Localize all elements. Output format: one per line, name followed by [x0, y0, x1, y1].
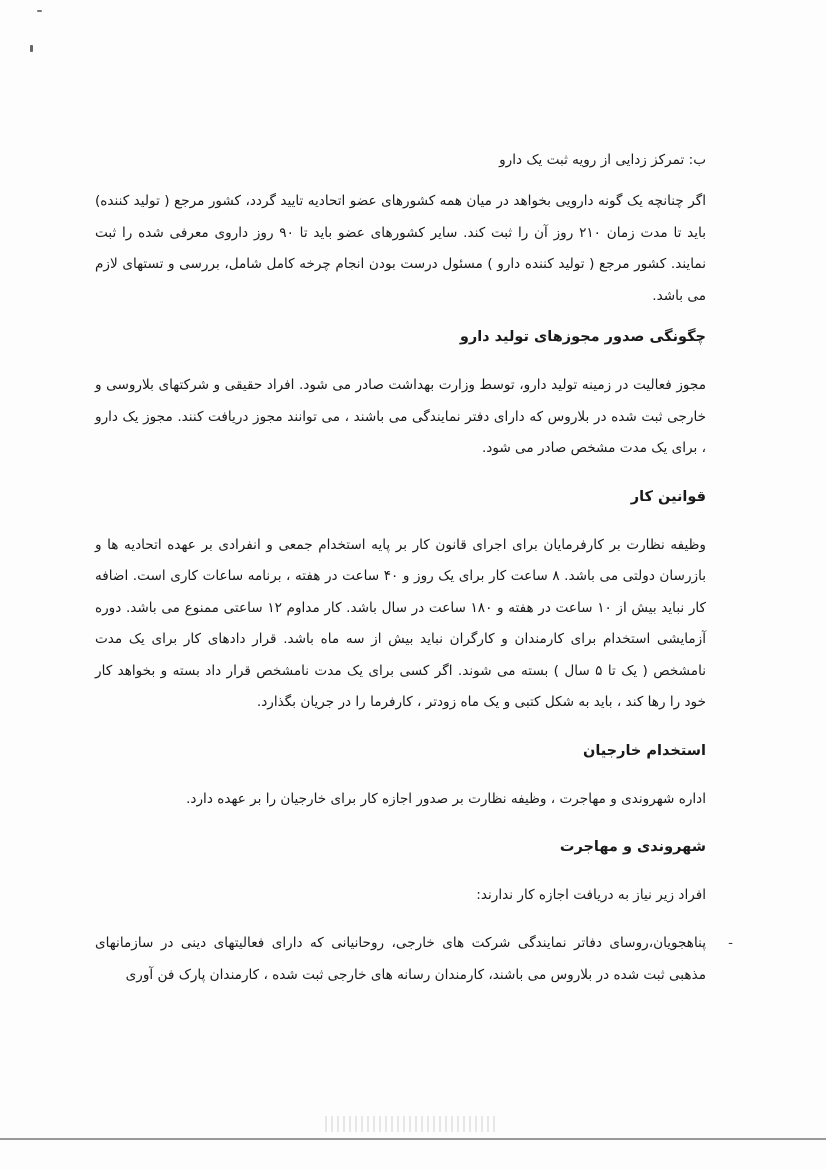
- scan-speck: [37, 10, 42, 12]
- foreign-employment-paragraph: اداره شهروندی و مهاجرت ، وظیفه نظارت بر صدور اجازه کار برای خارجیان را بر عهده دارد.: [186, 790, 706, 807]
- drug-licenses-paragraph: مجوز فعالیت در زمینه تولید دارو، توسط وزارت بهداشت صادر می شود. افراد حقیقی و شرکتهای بلاروسی و خارجی ثبت شده در بلاروس که دارای دفتر نمایندگی می باشند ، می توانند مجوز دریافت کنند. مجوز یک دارو ، برای یک مدت مشخص صادر می شود.: [95, 377, 706, 456]
- scan-smudge: [325, 1116, 495, 1132]
- scan-edge-line: [0, 1138, 826, 1140]
- document-body: [95, 145, 733, 991]
- list-item-text: پناهجویان،روسای دفاتر نمایندگی شرکت های خارجی، روحانیانی که دارای فعالیتهای دینی در سازمانهای مذهبی ثبت شده در بلاروس می باشند، کارمندان رسانه های خارجی ثبت شده ، کارمندان پارک فن آوری: [95, 935, 706, 983]
- section-b-paragraph: اگر چنانچه یک گونه دارویی بخواهد در میان همه کشورهای عضو اتحادیه تایید گردد، کشور مرجع ( تولید کننده) باید تا مدت زمان ۲۱۰ روز آن را ثبت کند. سایر کشورهای عضو باید تا ۹۰ روز داروی معرفی شده را ثبت نمایند. کشور مرجع ( تولید کننده دارو ) مسئول درست بودن انجام چرخه کامل شامل، بررسی و تستهای لازم می باشد.: [95, 193, 706, 304]
- list-item: [95, 928, 733, 991]
- section-b-title: ب: تمرکز زدایی از رویه ثبت یک دارو: [499, 152, 706, 168]
- heading-foreign-employment: استخدام خارجیان: [582, 742, 706, 759]
- heading-labor-laws: قوانین کار: [630, 488, 706, 505]
- list-bullet: -: [728, 935, 733, 951]
- scan-speck: [30, 45, 33, 52]
- heading-citizenship-migration: شهروندی و مهاجرت: [559, 839, 706, 855]
- citizenship-intro: افراد زیر نیاز به دریافت اجازه کار ندارند:: [476, 887, 706, 903]
- labor-laws-paragraph: وظیفه نظارت بر کارفرمایان برای اجرای قانون کار بر پایه استخدام جمعی و انفرادی بر عهده اتحادیه ها و بازرسان دولتی می باشد. ۸ ساعت کار برای یک روز و ۴۰ ساعت در هفته ، برنامه ساعات کاری است. اضافه کار نباید بیش از ۱۰ ساعت در هفته و ۱۸۰ ساعت در سال باشد. کار مداوم ۱۲ ساعتی ممنوع می باشد. دوره آزمایشی استخدام برای کارمندان و کارگران نباید بیش از سه ماه باشد. قرار دادهای کار برای یک مدت نامشخص ( یک تا ۵ سال ) بسته می شوند. اگر کسی برای یک مدت نامشخص قرار داد بسته و بخواهد کار خود را رها کند ، باید به شکل کتبی و یک ماه زودتر ، کارفرما را در جریان بگذارد.: [95, 536, 707, 710]
- heading-drug-licenses: چگونگی صدور مجوزهای تولید دارو: [459, 329, 706, 345]
